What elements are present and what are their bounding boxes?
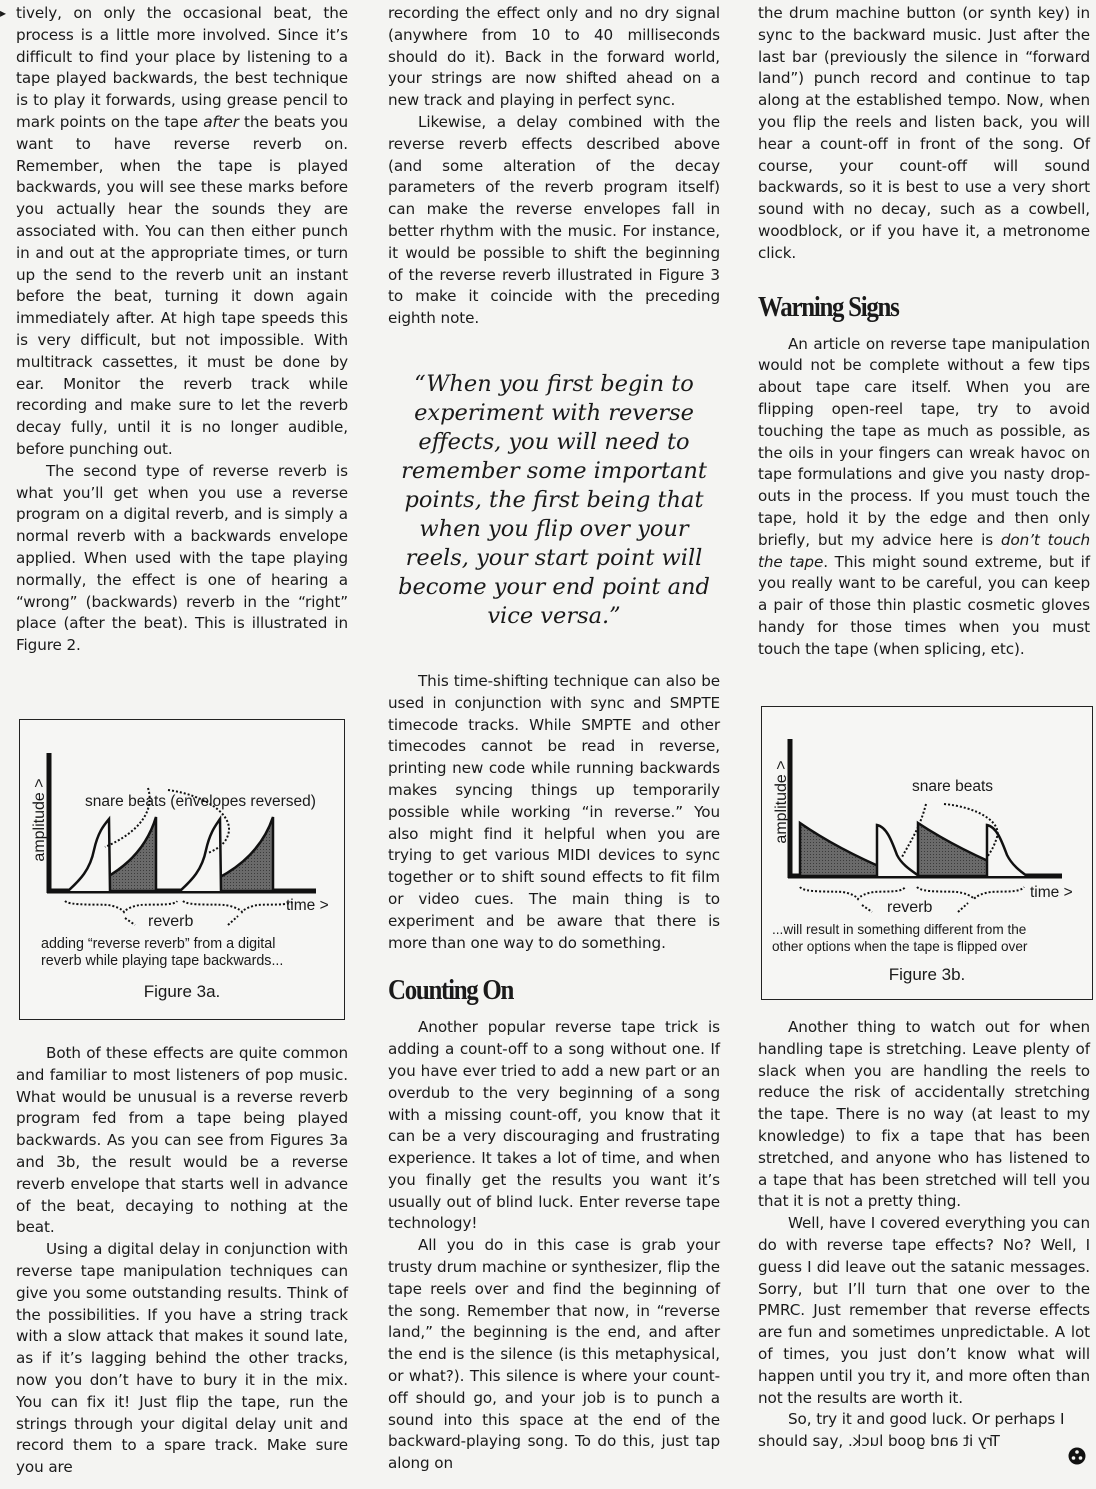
x-axis-label: time >: [286, 897, 329, 914]
reverb-label: reverb: [887, 899, 933, 916]
paragraph: This time-shifting technique can also be used in conjunction with sync and SMPTE timecode tracks. While SMPTE and other timecodes cannot be read in reverse, printing new code while running backwards makes syncing things up temporarily possible while working “in reverse.” You also might find it helpful when you are trying to get various MIDI devices to sync together or to shift sound effects to fit film or video cues. The main thing is to experiment and be aware that there is more than one way to do something.: [388, 671, 720, 952]
column-3: [758, 0, 1090, 661]
snare-beat-2: [987, 825, 1027, 876]
paragraph: Using a digital delay in conjunction with reverse tape manipulation techniques can give you some outstanding results. Think of the possibilities. If you have a string track with a slow attack that makes it sound late, as if it’s lagging behind the other tracks, now you don’t have to bury it in the mix. You can fix it! Just flip the tape, run the strings through your digital delay unit and record them to a spare track. Make sure you are: [16, 1240, 348, 1477]
paragraph: Likewise, a delay combined with the reverse reverb effects described above (and some alteration of the decay parameters of the reverb program itself) can make the reverse envelopes fall in better rhythm with the music. For instance, it would be possible to shift the beginning of the reverse reverb illustrated in Figure 3 to make it coincide with the preceding eighth note.: [388, 112, 720, 328]
figure-3b: [761, 706, 1093, 1000]
text-run: So, try it and good luck. Or perhaps I should say,: [758, 1410, 1065, 1451]
section-heading-counting-on: Counting On: [388, 974, 514, 1007]
section-heading-warning-signs: Warning Signs: [758, 290, 899, 323]
figure-3a-diagram: [20, 720, 344, 1019]
column-2: [388, 0, 720, 1475]
text-run: An article on reverse tape manipulation would not be complete without a few tips about tape care itself. When you are flipping open-reel tape, try to avoid touching the tape as much as possible, as the oils in your fingers can wreak havoc on tape formulations and give you nasty drop-outs in the process. If you must touch the tape, hold it by the edge and then only briefly, but my advice here is: [758, 334, 1090, 549]
y-axis-label: amplitude >: [31, 778, 48, 862]
column-1: [16, 0, 348, 657]
annotation-pointer: [862, 905, 872, 912]
figure-3a-description: adding “reverse reverb” from a digital reverb while playing tape backwards...: [41, 936, 284, 969]
column-1-lower: [16, 1043, 348, 1479]
snare-beat-2: [180, 819, 221, 891]
figure-3b-caption: Figure 3b.: [888, 965, 966, 984]
snare-beat-1: [877, 825, 919, 876]
continuation-arrow-icon: ▸: [0, 6, 7, 20]
paragraph: The second type of reverse reverb is what you’ll get when you use a reverse program on a digital reverb, and is simply a normal reverb with a backwards envelope applied. When used with the tape playing normally, the effect is one of hearing a “wrong” (backwards) reverb in the “right” place (after the beat). This is illustrated in Figure 2.: [16, 461, 348, 655]
italic-text: don’t touch the tape: [758, 530, 1091, 571]
snare-beats-label: snare beats: [912, 778, 993, 795]
paragraph: the drum machine button (or synth key) in sync to the backward music. Just after the last bar (previously the silence in “forward land”) punch record and continue to tap along at the established tempo. Now, when you flip the reels and listen back, you will hear a count-off in front of the song. Of course, your count-off will sound backwards, so it is best to use a very short sound with no decay, such as a cowbell, woodblock, or if you have it, a metronome click.: [758, 4, 1090, 262]
figure-3a-caption: Figure 3a.: [143, 982, 221, 1001]
paragraph: Both of these effects are quite common and familiar to most listeners of pop music. What would be unusual is a reverse reverb program fed from a tape being played backwards. As you can see from Figures 3a and 3b, the result would be a reverse reverb envelope that starts well in advance of the beat, decaying to nothing at the beat.: [16, 1044, 348, 1237]
y-axis-label: amplitude >: [773, 760, 790, 844]
reverb-brace-2: [183, 901, 293, 912]
italic-text: after: [203, 112, 239, 131]
paragraph: recording the effect only and no dry signal (anywhere from 10 to 40 milliseconds should do it). Back in the forward world, your strings are now shifted ahead on a new track and playing in perfect sync.: [388, 4, 720, 110]
reverb-label: reverb: [148, 913, 194, 930]
annotation-pointer: [125, 918, 135, 925]
paragraph: Another popular reverse tape trick is adding a count-off to a song without one. If you have ever tried to add a new part or an overdub to the very beginning of a song with a missing count-off, you know that it can be a very discouraging and frustrating experience. It takes a lot of time, and when you finally get the results you want it’s usually out of blind luck. Enter reverse tape technology!: [388, 1018, 720, 1233]
paragraph: [16, 3, 348, 461]
column-3-lower: [758, 1017, 1090, 1453]
paragraph: All you do in this case is grab your trusty drum machine or synthesizer, flip the tape reels over and find the beginning of the song. Remember that now, in “reverse land,” the beginning is the end, and after the end is the silence (is this metaphysical, or what?). This silence is where your count-off should go, and your job is to punch a sound into this space at the end of the backward-playing song. To do this, just tap along on: [388, 1236, 720, 1473]
annotation-pointer: [228, 916, 238, 925]
paragraph: Well, have I covered everything you can do with reverse tape effects? No? Well, I guess I did leave out the satanic messages. Sorry, but I’ll turn that one over to the PMRC. Just remember that reverse effects are fun and sometimes unpredictable. A lot of times, you just don’t know what will happen until you try it, and more often than not the results are worth it.: [758, 1214, 1090, 1407]
end-of-article-bullet-icon: [1068, 1447, 1086, 1465]
mirrored-text: Try it and good luck.: [847, 1432, 1000, 1451]
pull-quote: “When you first begin to experiment with reverse effects, you will need to remember some important points, the first being that when you flip over your reels, your start point will become your end point and vice versa.”: [398, 370, 710, 629]
annotation-pointer: [958, 903, 968, 912]
figure-3b-description: ...will result in something different from the other options when the tape is flipped over: [772, 922, 1028, 954]
x-axis-label: time >: [1030, 884, 1073, 901]
reverb-brace-1: [800, 887, 905, 899]
snare-beats-label: snare beats (envelopes reversed): [85, 793, 316, 810]
paragraph: [758, 334, 1090, 661]
snare-beat-1: [68, 819, 110, 891]
figure-3a: [19, 719, 345, 1020]
text-run: the beats you want to have reverse reverb on. Remember, when the tape is played backwards, you will see these marks before you actually hear the sounds they are associated with. You can then either punch in and out at the appropriate times, or turn up the send to the reverb unit an instant before the beat, turning it down again immediately after. At high tape speeds this is very difficult, but not impossible. With multitrack cassettes, it must be done by ear. Monitor the reverb track while recording and make sure to let the reverb decay fully, until it is no longer audible, before punching out.: [16, 112, 349, 458]
figure-3b-diagram: [762, 707, 1092, 999]
text-run: . This might sound extreme, but if you really want to be careful, you can keep a pair of those thin plastic cosmetic gloves handy for those times when you must touch the tape (when splicing, etc).: [758, 552, 1090, 658]
reverb-brace-2: [917, 887, 1024, 899]
paragraph: Another thing to watch out for when handling tape is stretching. Leave plenty of slack when you are handling the reels to reduce the risk of accidentally stretching the tape. There is no way (at least to my knowledge) to fix a tape that has been stretched, and anyone who has listened to a tape that has been stretched will tell you that it is not a pretty thing.: [758, 1018, 1090, 1211]
reverb-brace-1: [65, 901, 177, 912]
text-run: tively, on only the occasional beat, the process is a little more involved. Since it’s difficult to find your place by listening to a tape played backwards, the best technique is to play it forwards, using grease pencil to mark points on the tape: [16, 4, 348, 131]
paragraph: [758, 1409, 1090, 1453]
